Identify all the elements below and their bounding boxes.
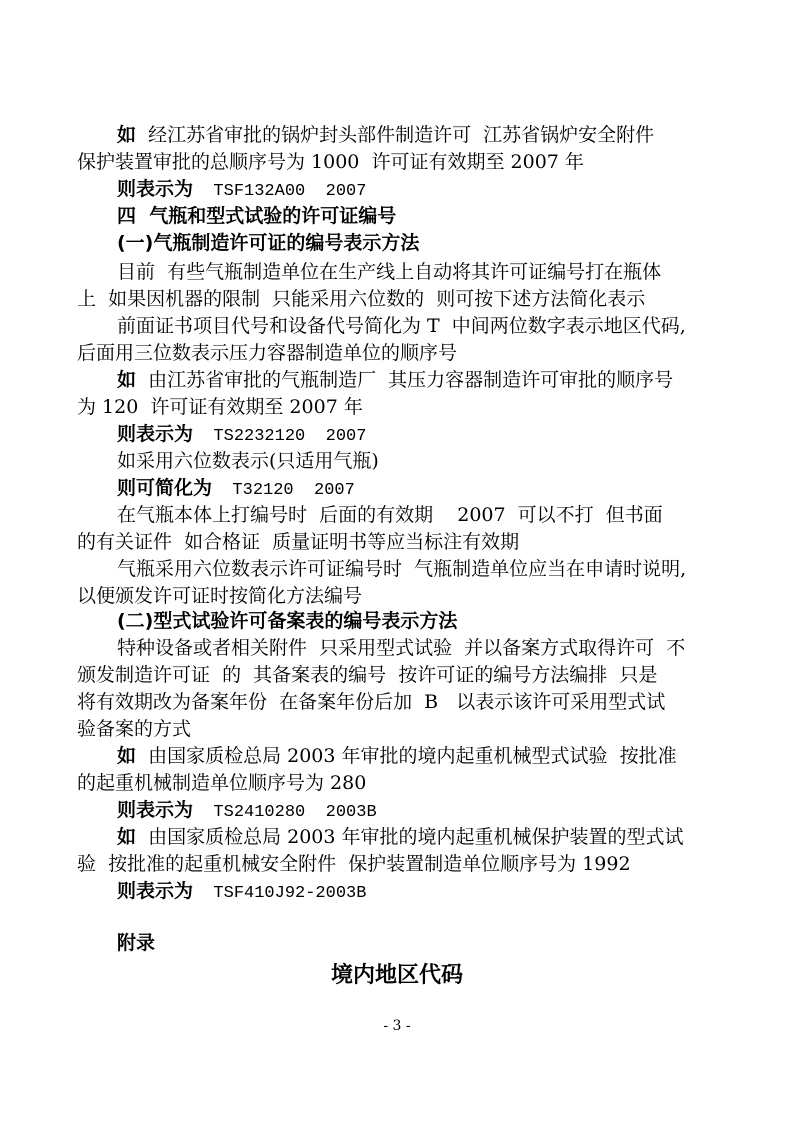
line-text: 特种设备或者相关附件 只采用型式试验 并以备案方式取得许可 不 bbox=[117, 637, 686, 659]
line-text: 经江苏省审批的锅炉封头部件制造许可 江苏省锅炉安全附件 bbox=[136, 124, 655, 146]
paragraph-line bbox=[117, 367, 673, 393]
line-text: 颁发制造许可证 的 其备案表的编号 按许可证的编号方法编排 只是 bbox=[77, 664, 658, 686]
line-text: 以便颁发许可证时按简化方法编号 bbox=[77, 585, 363, 607]
line-text: 气瓶采用六位数表示许可证编号时 气瓶制造单位应当在申请时说明, bbox=[117, 558, 687, 580]
paragraph-line bbox=[117, 313, 686, 339]
paragraph-line bbox=[77, 689, 665, 715]
paragraph-line bbox=[77, 583, 362, 609]
paragraph-line bbox=[77, 662, 657, 688]
label-example: 如 bbox=[117, 826, 137, 848]
line-text: 为 120 许可证有效期至 2007 年 bbox=[77, 396, 363, 418]
license-code: T32120 2007 bbox=[212, 481, 355, 500]
paragraph-line bbox=[117, 176, 366, 205]
line-text: 保护装置审批的总顺序号为 1000 许可证有效期至 2007 年 bbox=[77, 151, 584, 173]
license-code: TSF410J92-2003B bbox=[193, 884, 367, 903]
line-text: 由国家质检总局 2003 年审批的境内起重机械保护装置的型式试 bbox=[136, 826, 684, 848]
paragraph-line bbox=[117, 797, 377, 826]
label-simplified: 则可简化为 bbox=[117, 477, 213, 499]
line-text: 在气瓶本体上打编号时 后面的有效期 2007 可以不打 但书面 bbox=[117, 504, 663, 526]
line-text: 由江苏省审批的气瓶制造厂 其压力容器制造许可审批的顺序号 bbox=[136, 369, 674, 391]
paragraph-line bbox=[77, 529, 519, 555]
line-text: 验备案的方式 bbox=[77, 718, 192, 740]
paragraph-line bbox=[77, 851, 631, 877]
label-result: 则表示为 bbox=[117, 880, 194, 902]
line-text: 将有效期改为备案年份 在备案年份后加 B 以表示该许可采用型式试 bbox=[77, 691, 666, 713]
section-heading: 四 气瓶和型式试验的许可证编号 bbox=[117, 205, 397, 227]
paragraph-line bbox=[117, 448, 379, 474]
paragraph-line bbox=[117, 635, 685, 661]
line-text: 上 如果因机器的限制 只能采用六位数的 则可按下述方法简化表示 bbox=[77, 288, 646, 310]
label-example: 如 bbox=[117, 369, 137, 391]
label-result: 则表示为 bbox=[117, 178, 194, 200]
paragraph-line bbox=[77, 394, 363, 420]
line-text: 的有关证件 如合格证 质量证明书等应当标注有效期 bbox=[77, 531, 520, 553]
label-result: 则表示为 bbox=[117, 799, 194, 821]
label-example: 如 bbox=[117, 745, 137, 767]
license-code: TSF132A00 2007 bbox=[193, 182, 367, 201]
page-number: - 3 - bbox=[383, 1018, 411, 1034]
paragraph-line bbox=[117, 556, 686, 582]
line-text: 由国家质检总局 2003 年审批的境内起重机械型式试验 按批准 bbox=[136, 745, 677, 767]
subsection-heading: (二)型式试验许可备案表的编号表示方法 bbox=[117, 610, 458, 632]
paragraph-line bbox=[117, 824, 684, 850]
paragraph-line bbox=[117, 122, 654, 148]
paragraph-line bbox=[77, 770, 366, 796]
paragraph-line bbox=[77, 340, 457, 366]
subsection-heading: (一)气瓶制造许可证的编号表示方法 bbox=[117, 232, 420, 254]
license-code: TS2232120 2007 bbox=[193, 427, 367, 446]
line-text: 的起重机械制造单位顺序号为 280 bbox=[77, 772, 367, 794]
paragraph-line bbox=[117, 475, 355, 504]
line-text: 如采用六位数表示(只适用气瓶) bbox=[117, 450, 379, 472]
paragraph-line bbox=[117, 259, 661, 285]
paragraph-line bbox=[117, 743, 677, 769]
paragraph-line bbox=[77, 149, 584, 175]
paragraph-line bbox=[117, 878, 366, 907]
paragraph-line bbox=[117, 502, 663, 528]
line-text: 后面用三位数表示压力容器制造单位的顺序号 bbox=[77, 342, 458, 364]
label-example: 如 bbox=[117, 124, 137, 146]
license-code: TS2410280 2003B bbox=[193, 803, 377, 822]
appendix-title: 境内地区代码 bbox=[330, 963, 463, 988]
line-text: 验 按批准的起重机械安全附件 保护装置制造单位顺序号为 1992 bbox=[77, 853, 631, 875]
line-text: 目前 有些气瓶制造单位在生产线上自动将其许可证编号打在瓶体 bbox=[117, 261, 662, 283]
label-result: 则表示为 bbox=[117, 423, 194, 445]
paragraph-line bbox=[117, 421, 366, 450]
paragraph-line bbox=[77, 716, 191, 742]
appendix-label: 附录 bbox=[117, 932, 156, 954]
line-text: 前面证书项目代号和设备代号简化为 T 中间两位数字表示地区代码, bbox=[117, 315, 686, 337]
paragraph-line bbox=[77, 286, 645, 312]
